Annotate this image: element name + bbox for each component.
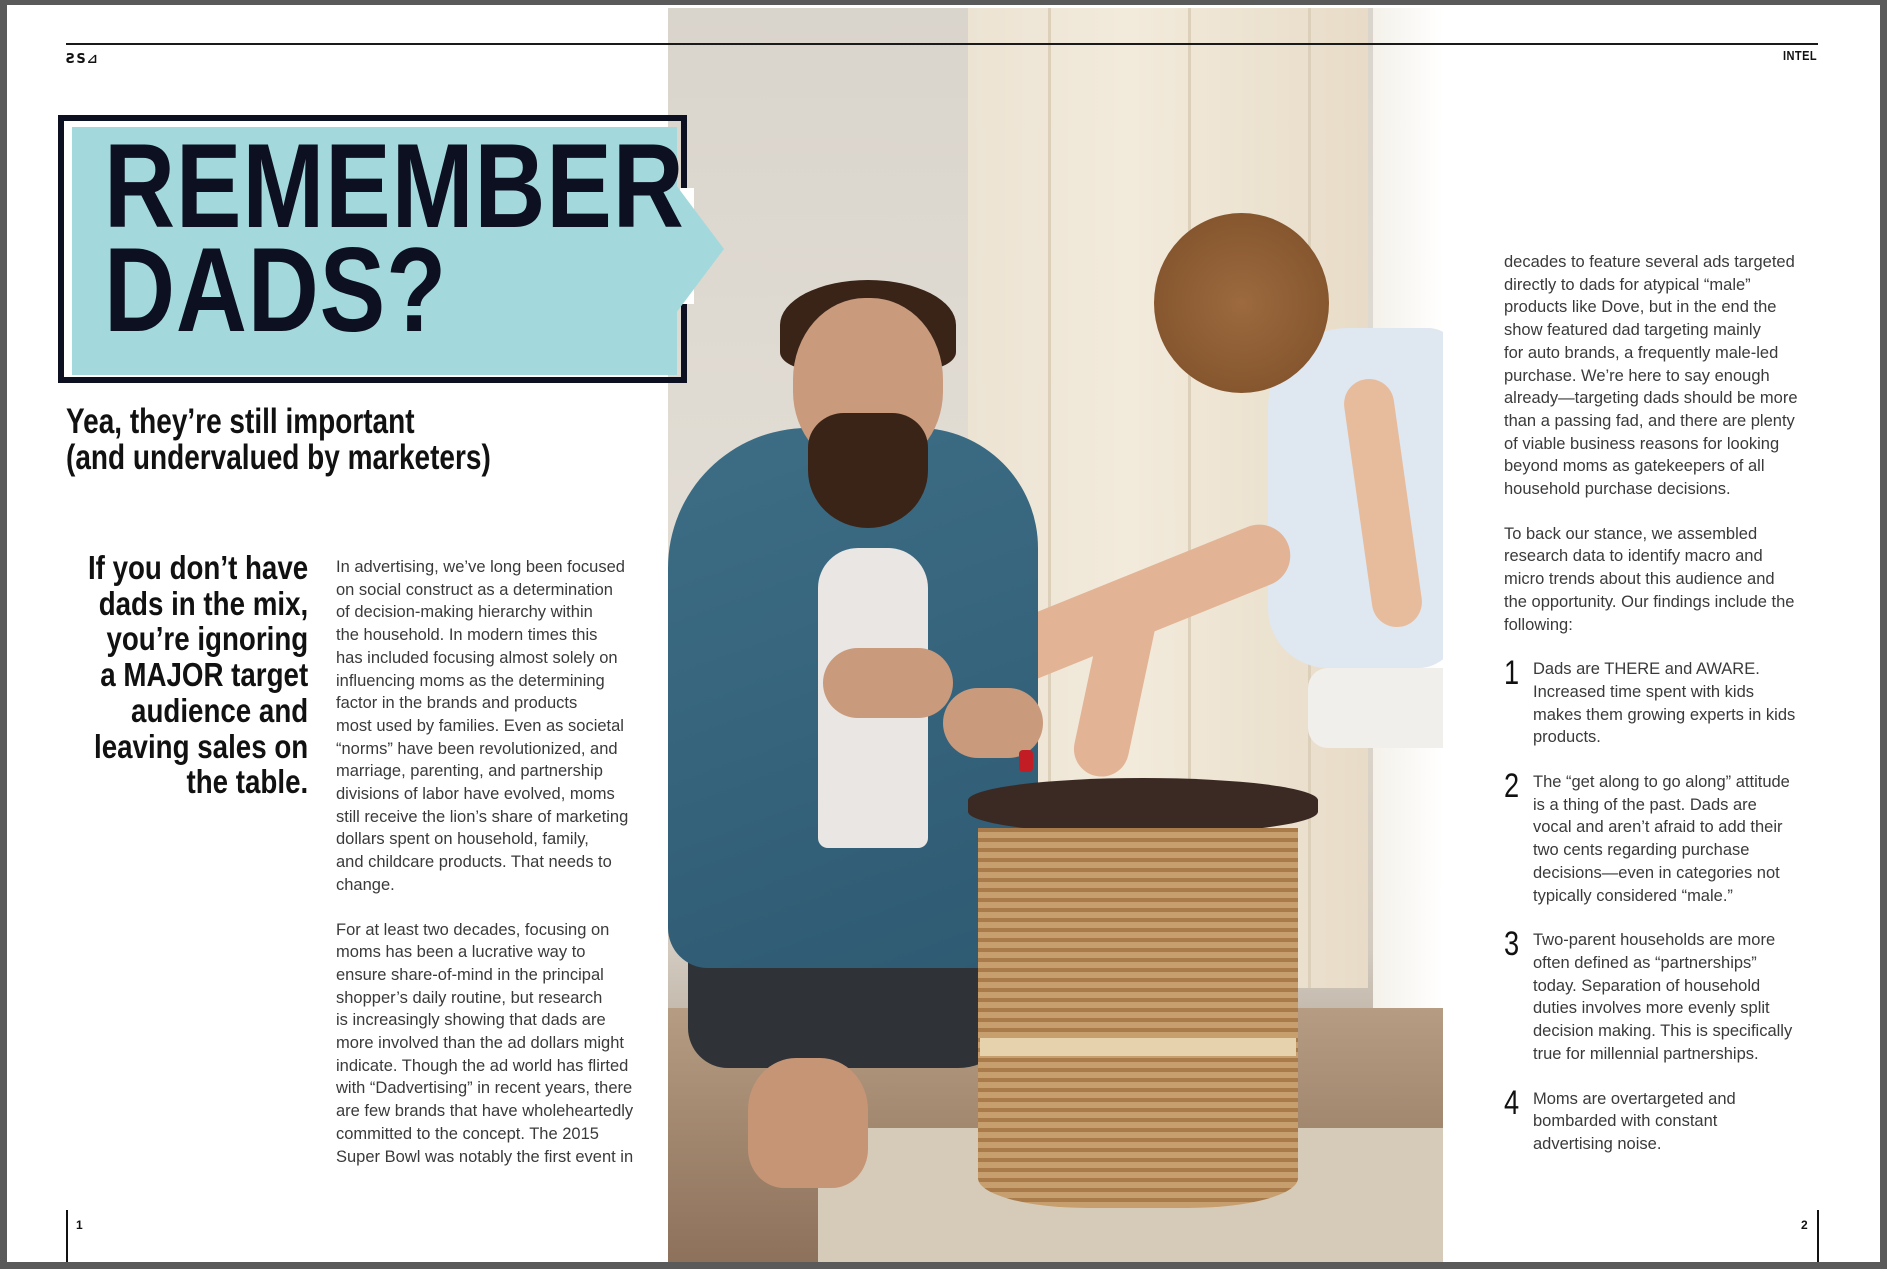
text-line: and childcare products. That needs to bbox=[336, 853, 612, 872]
text-line: today. Separation of household bbox=[1533, 976, 1761, 995]
right-body-column bbox=[1504, 251, 1814, 1178]
photo-hands bbox=[823, 648, 953, 718]
left-body-column bbox=[336, 556, 636, 1190]
text-line: of viable business reasons for looking bbox=[1504, 434, 1780, 453]
text-line: dollars spent on household, family, bbox=[336, 830, 589, 849]
photo-basket-band bbox=[980, 1038, 1296, 1056]
footer-rule-left bbox=[66, 1210, 68, 1262]
father-daughter-photo bbox=[668, 8, 1443, 1263]
finding-item bbox=[1504, 925, 1814, 1065]
text-line: purchase. We’re here to say enough bbox=[1504, 366, 1770, 385]
text-line: makes them growing experts in kids bbox=[1533, 705, 1796, 724]
text-line: Moms are overtargeted and bbox=[1533, 1089, 1736, 1108]
magazine-logo: ƧS⊿ bbox=[66, 52, 99, 67]
pull-quote-line: If you don’t have bbox=[87, 549, 309, 586]
photo-girl-hair bbox=[1154, 213, 1329, 393]
paragraph bbox=[336, 919, 636, 1169]
page-number-left: 1 bbox=[76, 1218, 83, 1232]
photo-nail-polish bbox=[1019, 750, 1033, 772]
text-line: decades to feature several ads targeted bbox=[1504, 253, 1795, 271]
text-line: decisions—even in categories not bbox=[1533, 863, 1780, 882]
text-line: ensure share-of-mind in the principal bbox=[336, 965, 604, 984]
title-line: REMEMBER bbox=[104, 119, 685, 253]
finding-item bbox=[1504, 654, 1814, 749]
subtitle-line: (and undervalued by marketers) bbox=[66, 438, 491, 477]
text-line: more involved than the ad dollars might bbox=[336, 1034, 624, 1053]
finding-item bbox=[1504, 1083, 1814, 1156]
footer-rule-right bbox=[1817, 1210, 1819, 1262]
text-line: moms has been a lucrative way to bbox=[336, 943, 586, 962]
photo-hands bbox=[943, 688, 1043, 758]
pull-quote-line: you’re ignoring bbox=[106, 620, 309, 658]
text-line: Dads are THERE and AWARE. bbox=[1533, 660, 1760, 679]
paragraph bbox=[1504, 251, 1814, 501]
text-line: “norms” have been revolutionized, and bbox=[336, 739, 618, 758]
photo-man-foot bbox=[748, 1058, 868, 1188]
text-line: influencing moms as the determining bbox=[336, 671, 605, 690]
text-line: The “get along to go along” attitude bbox=[1533, 773, 1790, 792]
pull-quote-line: leaving sales on bbox=[94, 727, 309, 765]
pull-quote-line: dads in the mix, bbox=[98, 584, 309, 622]
text-line: household purchase decisions. bbox=[1504, 480, 1731, 499]
findings-list bbox=[1504, 654, 1814, 1155]
finding-number: 1 bbox=[1504, 654, 1520, 693]
pull-quote-line: the table. bbox=[186, 763, 309, 801]
text-line: Super Bowl was notably the first event in bbox=[336, 1147, 634, 1166]
page-title bbox=[104, 119, 685, 357]
text-line: advertising noise. bbox=[1533, 1134, 1662, 1153]
text-line: In advertising, we’ve long been focused bbox=[336, 558, 625, 576]
text-line: beyond moms as gatekeepers of all bbox=[1504, 457, 1765, 476]
pull-quote-line: a MAJOR target bbox=[100, 656, 309, 694]
text-line: marriage, parenting, and partnership bbox=[336, 762, 603, 781]
text-line: factor in the brands and products bbox=[336, 694, 578, 713]
header-rule bbox=[66, 43, 1818, 45]
text-line: is a thing of the past. Dads are bbox=[1533, 795, 1757, 814]
section-label: INTEL bbox=[1782, 48, 1817, 63]
text-line: products like Dove, but in the end the bbox=[1504, 298, 1777, 317]
text-line: are few brands that have wholeheartedly bbox=[336, 1102, 634, 1121]
text-line: committed to the concept. The 2015 bbox=[336, 1124, 599, 1143]
text-line: the household. In modern times this bbox=[336, 626, 598, 645]
text-line: on social construct as a determination bbox=[336, 580, 613, 599]
pull-quote bbox=[46, 549, 309, 801]
text-line: with “Dadvertising” in recent years, there bbox=[336, 1079, 633, 1098]
photo-table-top bbox=[968, 778, 1318, 834]
text-line: To back our stance, we assembled bbox=[1504, 524, 1758, 543]
photo-stool bbox=[1308, 668, 1443, 748]
title-line: DADS? bbox=[104, 223, 448, 357]
subtitle-line: Yea, they’re still important bbox=[66, 402, 415, 441]
text-line: true for millennial partnerships. bbox=[1533, 1044, 1759, 1063]
pull-quote-line: audience and bbox=[131, 691, 309, 729]
finding-number: 2 bbox=[1504, 767, 1520, 806]
text-line: For at least two decades, focusing on bbox=[336, 920, 610, 939]
text-line: than a passing fad, and there are plenty bbox=[1504, 411, 1795, 430]
text-line: typically considered “male.” bbox=[1533, 886, 1733, 905]
text-line: bombarded with constant bbox=[1533, 1112, 1718, 1131]
finding-number: 4 bbox=[1504, 1083, 1520, 1122]
text-line: is increasingly showing that dads are bbox=[336, 1011, 606, 1030]
text-line: has included focusing almost solely on bbox=[336, 648, 618, 667]
text-line: research data to identify macro and bbox=[1504, 547, 1763, 566]
text-line: Two-parent households are more bbox=[1533, 931, 1776, 950]
text-line: products. bbox=[1533, 728, 1601, 747]
text-line: directly to dads for atypical “male” bbox=[1504, 275, 1751, 294]
text-line: most used by families. Even as societal bbox=[336, 716, 624, 735]
finding-item bbox=[1504, 767, 1814, 907]
text-line: shopper’s daily routine, but research bbox=[336, 988, 603, 1007]
text-line: already—targeting dads should be more bbox=[1504, 389, 1798, 408]
text-line: still receive the lion’s share of marketing bbox=[336, 807, 629, 826]
text-line: change. bbox=[336, 875, 395, 894]
finding-number: 3 bbox=[1504, 925, 1520, 964]
paragraph bbox=[336, 556, 636, 897]
text-line: two cents regarding purchase bbox=[1533, 841, 1750, 860]
photo-wicker-basket bbox=[978, 828, 1298, 1208]
text-line: of decision-making hierarchy within bbox=[336, 603, 593, 622]
text-line: following: bbox=[1504, 615, 1573, 634]
paragraph bbox=[1504, 523, 1814, 637]
text-line: vocal and aren’t afraid to add their bbox=[1533, 818, 1783, 837]
text-line: duties involves more evenly split bbox=[1533, 999, 1770, 1018]
text-line: often defined as “partnerships” bbox=[1533, 953, 1757, 972]
text-line: divisions of labor have evolved, moms bbox=[336, 785, 615, 804]
text-line: decision making. This is specifically bbox=[1533, 1022, 1793, 1041]
subtitle bbox=[66, 404, 491, 476]
text-line: indicate. Though the ad world has flirted bbox=[336, 1056, 629, 1075]
text-line: micro trends about this audience and bbox=[1504, 570, 1775, 589]
text-line: for auto brands, a frequently male-led bbox=[1504, 343, 1779, 362]
photo-man-beard bbox=[808, 413, 928, 528]
text-line: show featured dad targeting mainly bbox=[1504, 321, 1761, 340]
text-line: the opportunity. Our findings include the bbox=[1504, 592, 1795, 611]
page-number-right: 2 bbox=[1801, 1218, 1808, 1232]
text-line: Increased time spent with kids bbox=[1533, 682, 1755, 701]
